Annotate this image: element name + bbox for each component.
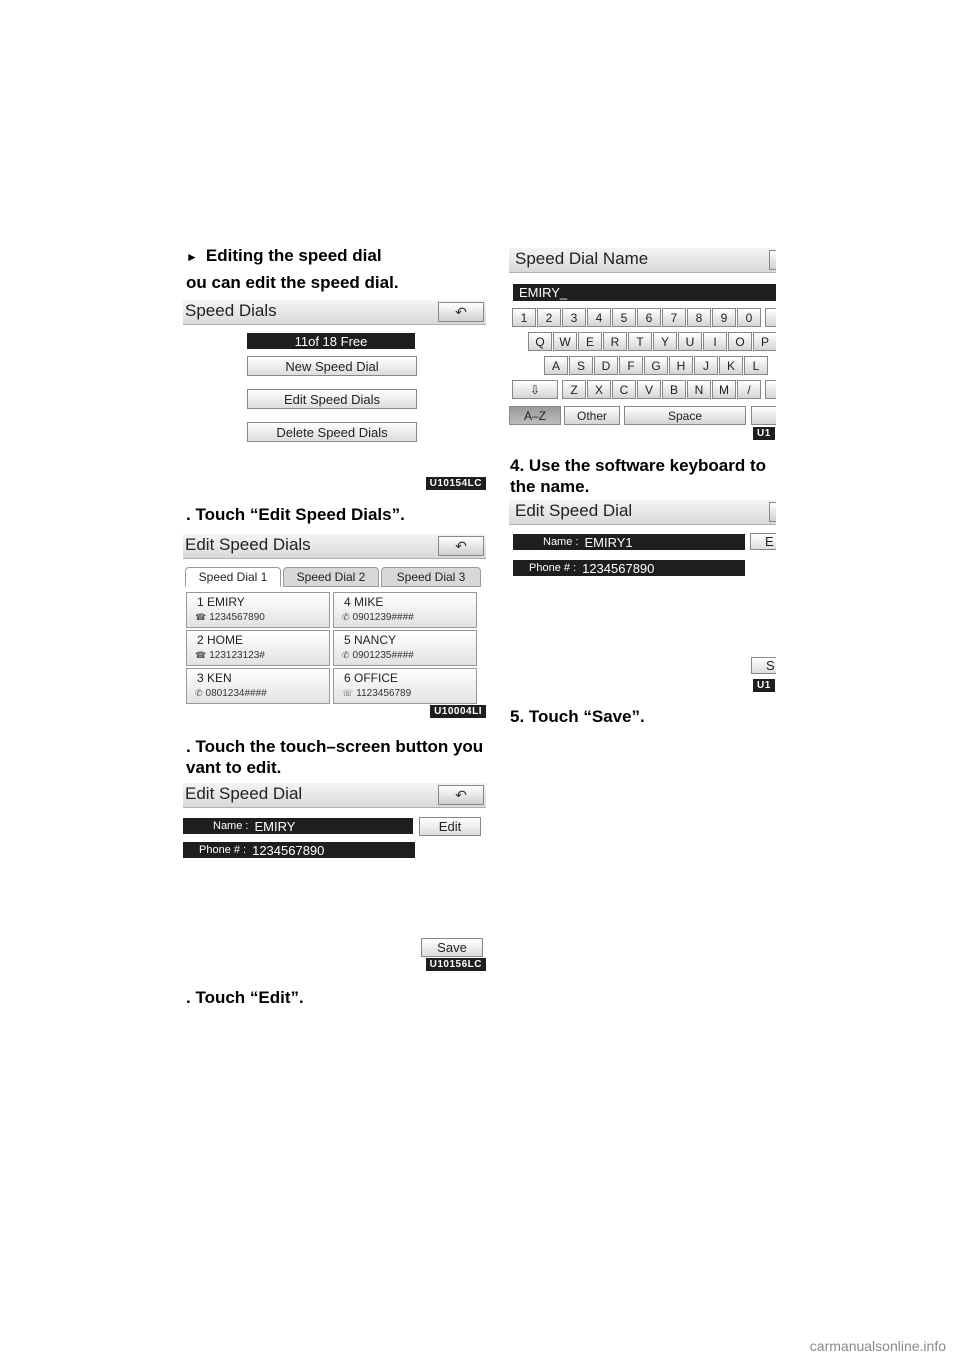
- figure-code: U1: [753, 679, 775, 692]
- step-3: . Touch “Edit”.: [186, 988, 304, 1007]
- entry-name: 1 EMIRY: [197, 595, 245, 609]
- key-o[interactable]: O: [728, 332, 752, 351]
- key-a[interactable]: A: [544, 356, 568, 375]
- key-z[interactable]: Z: [562, 380, 586, 399]
- key-u[interactable]: U: [678, 332, 702, 351]
- key-m[interactable]: M: [712, 380, 736, 399]
- key-e[interactable]: E: [578, 332, 602, 351]
- key-b[interactable]: B: [662, 380, 686, 399]
- save-button[interactable]: S: [751, 657, 776, 674]
- tab-speed-dial-2[interactable]: Speed Dial 2: [283, 567, 379, 587]
- step-4: [510, 455, 766, 497]
- phone-field: [513, 560, 745, 576]
- a-z-key[interactable]: A–Z: [509, 406, 561, 425]
- key-i[interactable]: I: [703, 332, 727, 351]
- entry-phone-number: 1123456789: [356, 688, 412, 699]
- screen-title: Speed Dials: [185, 301, 277, 320]
- back-button[interactable]: [438, 302, 484, 322]
- section-intro: ou can edit the speed dial.: [186, 273, 399, 292]
- key-s[interactable]: S: [569, 356, 593, 375]
- home-phone-icon: ☎: [195, 612, 207, 622]
- key-slash[interactable]: /: [737, 380, 761, 399]
- speed-dial-name-screen: [509, 248, 776, 440]
- delete-speed-dials-button[interactable]: Delete Speed Dials: [247, 422, 417, 442]
- key-n[interactable]: N: [687, 380, 711, 399]
- name-label: Name :: [543, 536, 579, 548]
- key-1[interactable]: 1: [512, 308, 536, 327]
- title-bar: [183, 534, 486, 559]
- name-field[interactable]: [513, 534, 745, 550]
- entry-name: 6 OFFICE: [344, 671, 399, 685]
- key-d[interactable]: D: [594, 356, 618, 375]
- mobile-phone-icon: ✆: [195, 688, 203, 698]
- figure-code: U10004LI: [430, 705, 486, 718]
- save-button[interactable]: Save: [421, 938, 483, 957]
- key-y[interactable]: Y: [653, 332, 677, 351]
- back-arrow-icon: ↶: [455, 303, 467, 320]
- step-1: . Touch “Edit Speed Dials”.: [186, 505, 405, 524]
- speed-dials-screen: [183, 300, 486, 492]
- edit-speed-dials-button[interactable]: Edit Speed Dials: [247, 389, 417, 409]
- key-partial[interactable]: [765, 308, 776, 327]
- phone-label: Phone # :: [199, 844, 247, 856]
- key-6[interactable]: 6: [637, 308, 661, 327]
- bullet-icon: ►: [186, 250, 198, 264]
- key-q[interactable]: Q: [528, 332, 552, 351]
- figure-code: U10156LC: [426, 958, 486, 971]
- key-2[interactable]: 2: [537, 308, 561, 327]
- back-arrow-icon: ↶: [455, 786, 467, 803]
- title-bar: [183, 300, 486, 325]
- key-p[interactable]: P: [753, 332, 776, 351]
- key-partial[interactable]: [765, 380, 776, 399]
- back-button[interactable]: [438, 785, 484, 805]
- space-key[interactable]: Space: [624, 406, 746, 425]
- step-2: [186, 736, 483, 778]
- edit-button[interactable]: Edit: [419, 817, 481, 836]
- title-bar: [509, 500, 776, 525]
- phone-value: 1234567890: [252, 842, 325, 858]
- back-button[interactable]: [438, 536, 484, 556]
- office-phone-icon: ☏: [342, 688, 354, 698]
- new-speed-dial-button[interactable]: New Speed Dial: [247, 356, 417, 376]
- key-0[interactable]: 0: [737, 308, 761, 327]
- speed-dial-entry[interactable]: [333, 668, 477, 704]
- back-button[interactable]: [769, 502, 776, 522]
- tab-speed-dial-1[interactable]: Speed Dial 1: [185, 567, 281, 587]
- mobile-phone-icon: ✆: [342, 612, 350, 622]
- screen-title: Edit Speed Dial: [515, 501, 633, 520]
- screen-title: Edit Speed Dials: [185, 535, 311, 554]
- home-phone-icon: ☎: [195, 650, 207, 660]
- key-c[interactable]: C: [612, 380, 636, 399]
- edit-speed-dial-screen: [183, 783, 486, 973]
- edit-button[interactable]: E: [750, 533, 776, 550]
- entry-name: 3 KEN: [197, 671, 232, 685]
- key-partial[interactable]: [751, 406, 776, 425]
- entry-phone: [342, 650, 414, 661]
- key-j[interactable]: J: [694, 356, 718, 375]
- name-input-value: EMIRY_: [519, 285, 568, 300]
- step-4-line-1: 4. Use the software keyboard to: [510, 456, 767, 475]
- entry-phone-number: 123123123#: [209, 650, 265, 661]
- speed-dial-entry[interactable]: [333, 630, 477, 666]
- speed-dial-entry[interactable]: [186, 630, 330, 666]
- entry-phone-number: 0901239####: [352, 612, 414, 623]
- entry-name: 2 HOME: [197, 633, 244, 647]
- key-l[interactable]: L: [744, 356, 768, 375]
- key-9[interactable]: 9: [712, 308, 736, 327]
- free-count-bar: [247, 333, 415, 349]
- key-7[interactable]: 7: [662, 308, 686, 327]
- section-heading: [186, 246, 382, 267]
- title-bar: [183, 783, 486, 808]
- entry-phone: [195, 688, 267, 699]
- watermark: carmanualsonline.info: [809, 1338, 946, 1354]
- name-field[interactable]: [183, 818, 413, 834]
- speed-dial-entry[interactable]: [186, 592, 330, 628]
- other-key[interactable]: Other: [564, 406, 620, 425]
- title-bar: [509, 248, 776, 273]
- back-arrow-icon: ↶: [455, 537, 467, 554]
- entry-name: 4 MIKE: [344, 595, 384, 609]
- step-4-line-2: the name.: [510, 477, 590, 496]
- speed-dial-entry[interactable]: [333, 592, 477, 628]
- key-g[interactable]: G: [644, 356, 668, 375]
- entry-phone-number: 0901235####: [352, 650, 414, 661]
- free-count-label: 11of 18 Free: [294, 333, 368, 349]
- phone-value: 1234567890: [582, 560, 655, 576]
- key-t[interactable]: T: [628, 332, 652, 351]
- shift-icon[interactable]: ⇩: [512, 380, 558, 399]
- key-3[interactable]: 3: [562, 308, 586, 327]
- speed-dial-entry[interactable]: [186, 668, 330, 704]
- key-h[interactable]: H: [669, 356, 693, 375]
- key-5[interactable]: 5: [612, 308, 636, 327]
- entry-phone: [342, 612, 414, 623]
- name-value: EMIRY1: [584, 534, 633, 550]
- screen-title: Speed Dial Name: [515, 249, 649, 268]
- key-r[interactable]: R: [603, 332, 627, 351]
- mobile-phone-icon: ✆: [342, 650, 350, 660]
- key-f[interactable]: F: [619, 356, 643, 375]
- name-input[interactable]: [513, 284, 776, 301]
- phone-label: Phone # :: [529, 562, 577, 574]
- entry-phone-number: 1234567890: [209, 612, 265, 623]
- entry-phone: [195, 650, 265, 661]
- entry-phone-number: 0801234####: [205, 688, 267, 699]
- name-label: Name :: [213, 820, 249, 832]
- edit-speed-dials-screen: [183, 534, 486, 720]
- entry-name: 5 NANCY: [344, 633, 397, 647]
- entry-phone: [195, 612, 265, 623]
- name-value: EMIRY: [254, 818, 296, 834]
- back-button[interactable]: [769, 250, 776, 270]
- key-v[interactable]: V: [637, 380, 661, 399]
- figure-code: U10154LC: [426, 477, 486, 490]
- key-w[interactable]: W: [553, 332, 577, 351]
- step-5: 5. Touch “Save”.: [510, 707, 645, 726]
- key-4[interactable]: 4: [587, 308, 611, 327]
- figure-code: U1: [753, 427, 775, 440]
- section-heading-text: Editing the speed dial: [205, 246, 382, 265]
- key-x[interactable]: X: [587, 380, 611, 399]
- key-k[interactable]: K: [719, 356, 743, 375]
- entry-phone: [342, 688, 411, 699]
- edit-speed-dial-updated-screen: [509, 500, 776, 692]
- phone-field: [183, 842, 415, 858]
- screen-title: Edit Speed Dial: [185, 784, 303, 803]
- key-8[interactable]: 8: [687, 308, 711, 327]
- step-2-line-1: . Touch the touch–screen button you: [186, 737, 484, 756]
- tab-speed-dial-3[interactable]: Speed Dial 3: [381, 567, 481, 587]
- step-2-line-2: vant to edit.: [186, 758, 282, 777]
